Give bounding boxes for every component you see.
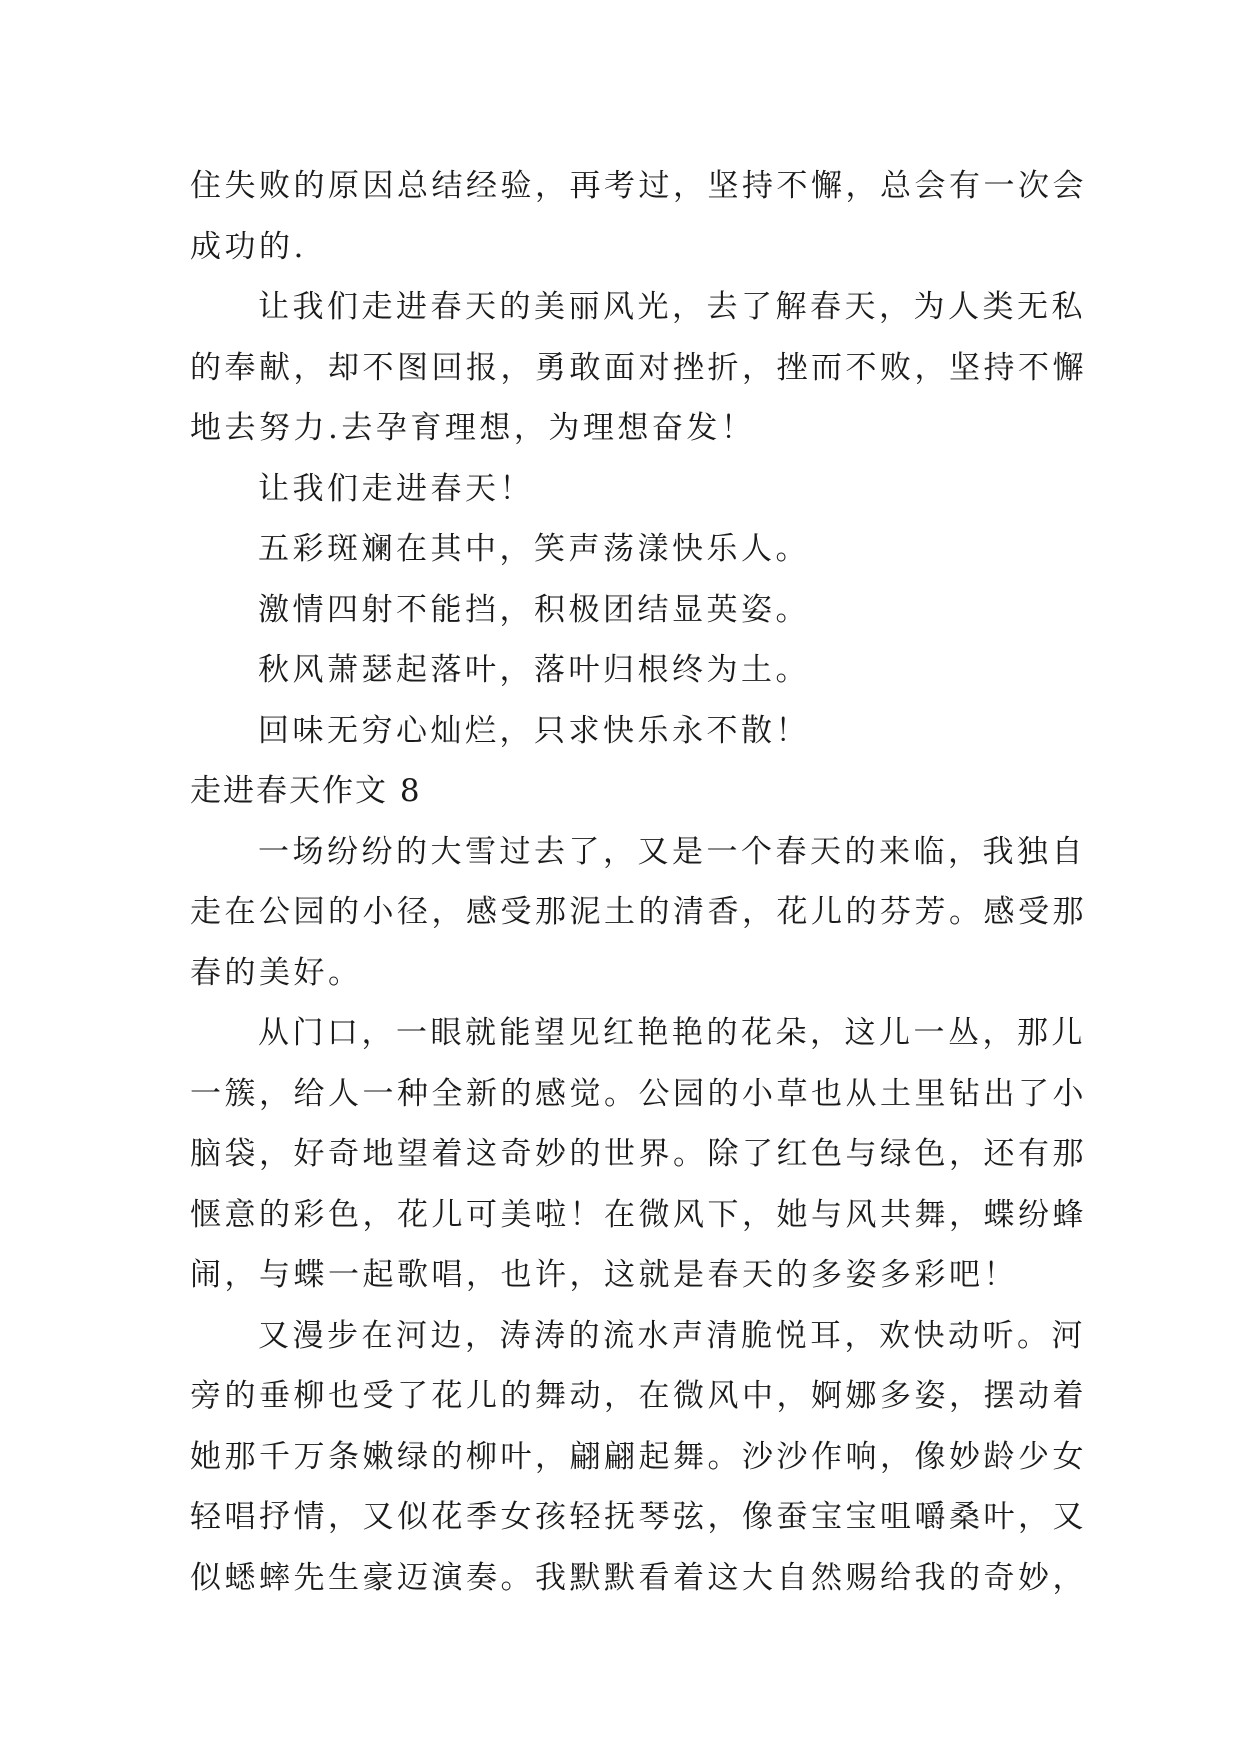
text-line: 秋风萧瑟起落叶，落叶归根终为土。 <box>258 652 810 688</box>
text-line: 成功的. <box>190 228 307 265</box>
text-line: 激情四射不能挡，积极团结显英姿。 <box>258 591 810 628</box>
text-line: 闹，与蝶一起歌唱，也许，这就是春天的多姿多彩吧！ <box>190 1257 1018 1293</box>
text-line: 的奉献，却不图回报，勇敢面对挫折，挫而不败，坚持不懈 <box>190 349 1087 386</box>
section-heading: 走进春天作文 8 <box>190 773 422 809</box>
document-body <box>190 156 1087 1608</box>
text-line: 一场纷纷的大雪过去了，又是一个春天的来临，我独自 <box>258 833 1086 870</box>
text-line: 从门口，一眼就能望见红艳艳的花朵，这儿一丛，那儿 <box>258 1015 1086 1051</box>
text-line: 走在公园的小径，感受那泥土的清香，花儿的芬芳。感受那 <box>190 894 1087 930</box>
text-line: 让我们走进春天！ <box>258 470 534 507</box>
text-line: 旁的垂柳也受了花儿的舞动，在微风中，婀娜多姿，摆动着 <box>190 1378 1087 1414</box>
text-line: 她那千万条嫩绿的柳叶，翩翩起舞。沙沙作响，像妙龄少女 <box>190 1438 1087 1475</box>
text-line: 惬意的彩色，花儿可美啦！在微风下，她与风共舞，蝶纷蜂 <box>190 1196 1087 1233</box>
text-line: 回味无穷心灿烂，只求快乐永不散！ <box>258 712 810 749</box>
text-line: 轻唱抒情，又似花季女孩轻抚琴弦，像蚕宝宝咀嚼桑叶，又 <box>190 1499 1087 1535</box>
text-line: 五彩斑斓在其中，笑声荡漾快乐人。 <box>258 531 810 567</box>
text-line: 让我们走进春天的美丽风光，去了解春天，为人类无私 <box>258 289 1086 325</box>
text-line: 脑袋，好奇地望着这奇妙的世界。除了红色与绿色，还有那 <box>190 1136 1087 1172</box>
text-line: 地去努力.去孕育理想，为理想奋发！ <box>190 410 756 446</box>
text-line: 又漫步在河边，涛涛的流水声清脆悦耳，欢快动听。河 <box>258 1317 1086 1354</box>
text-line: 住失败的原因总结经验，再考过，坚持不懈，总会有一次会 <box>190 168 1087 204</box>
text-line: 春的美好。 <box>190 954 363 991</box>
text-line: 似蟋蟀先生豪迈演奏。我默默看着这大自然赐给我的奇妙， <box>190 1559 1087 1596</box>
text-line: 一簇，给人一种全新的感觉。公园的小草也从土里钻出了小 <box>190 1075 1087 1112</box>
